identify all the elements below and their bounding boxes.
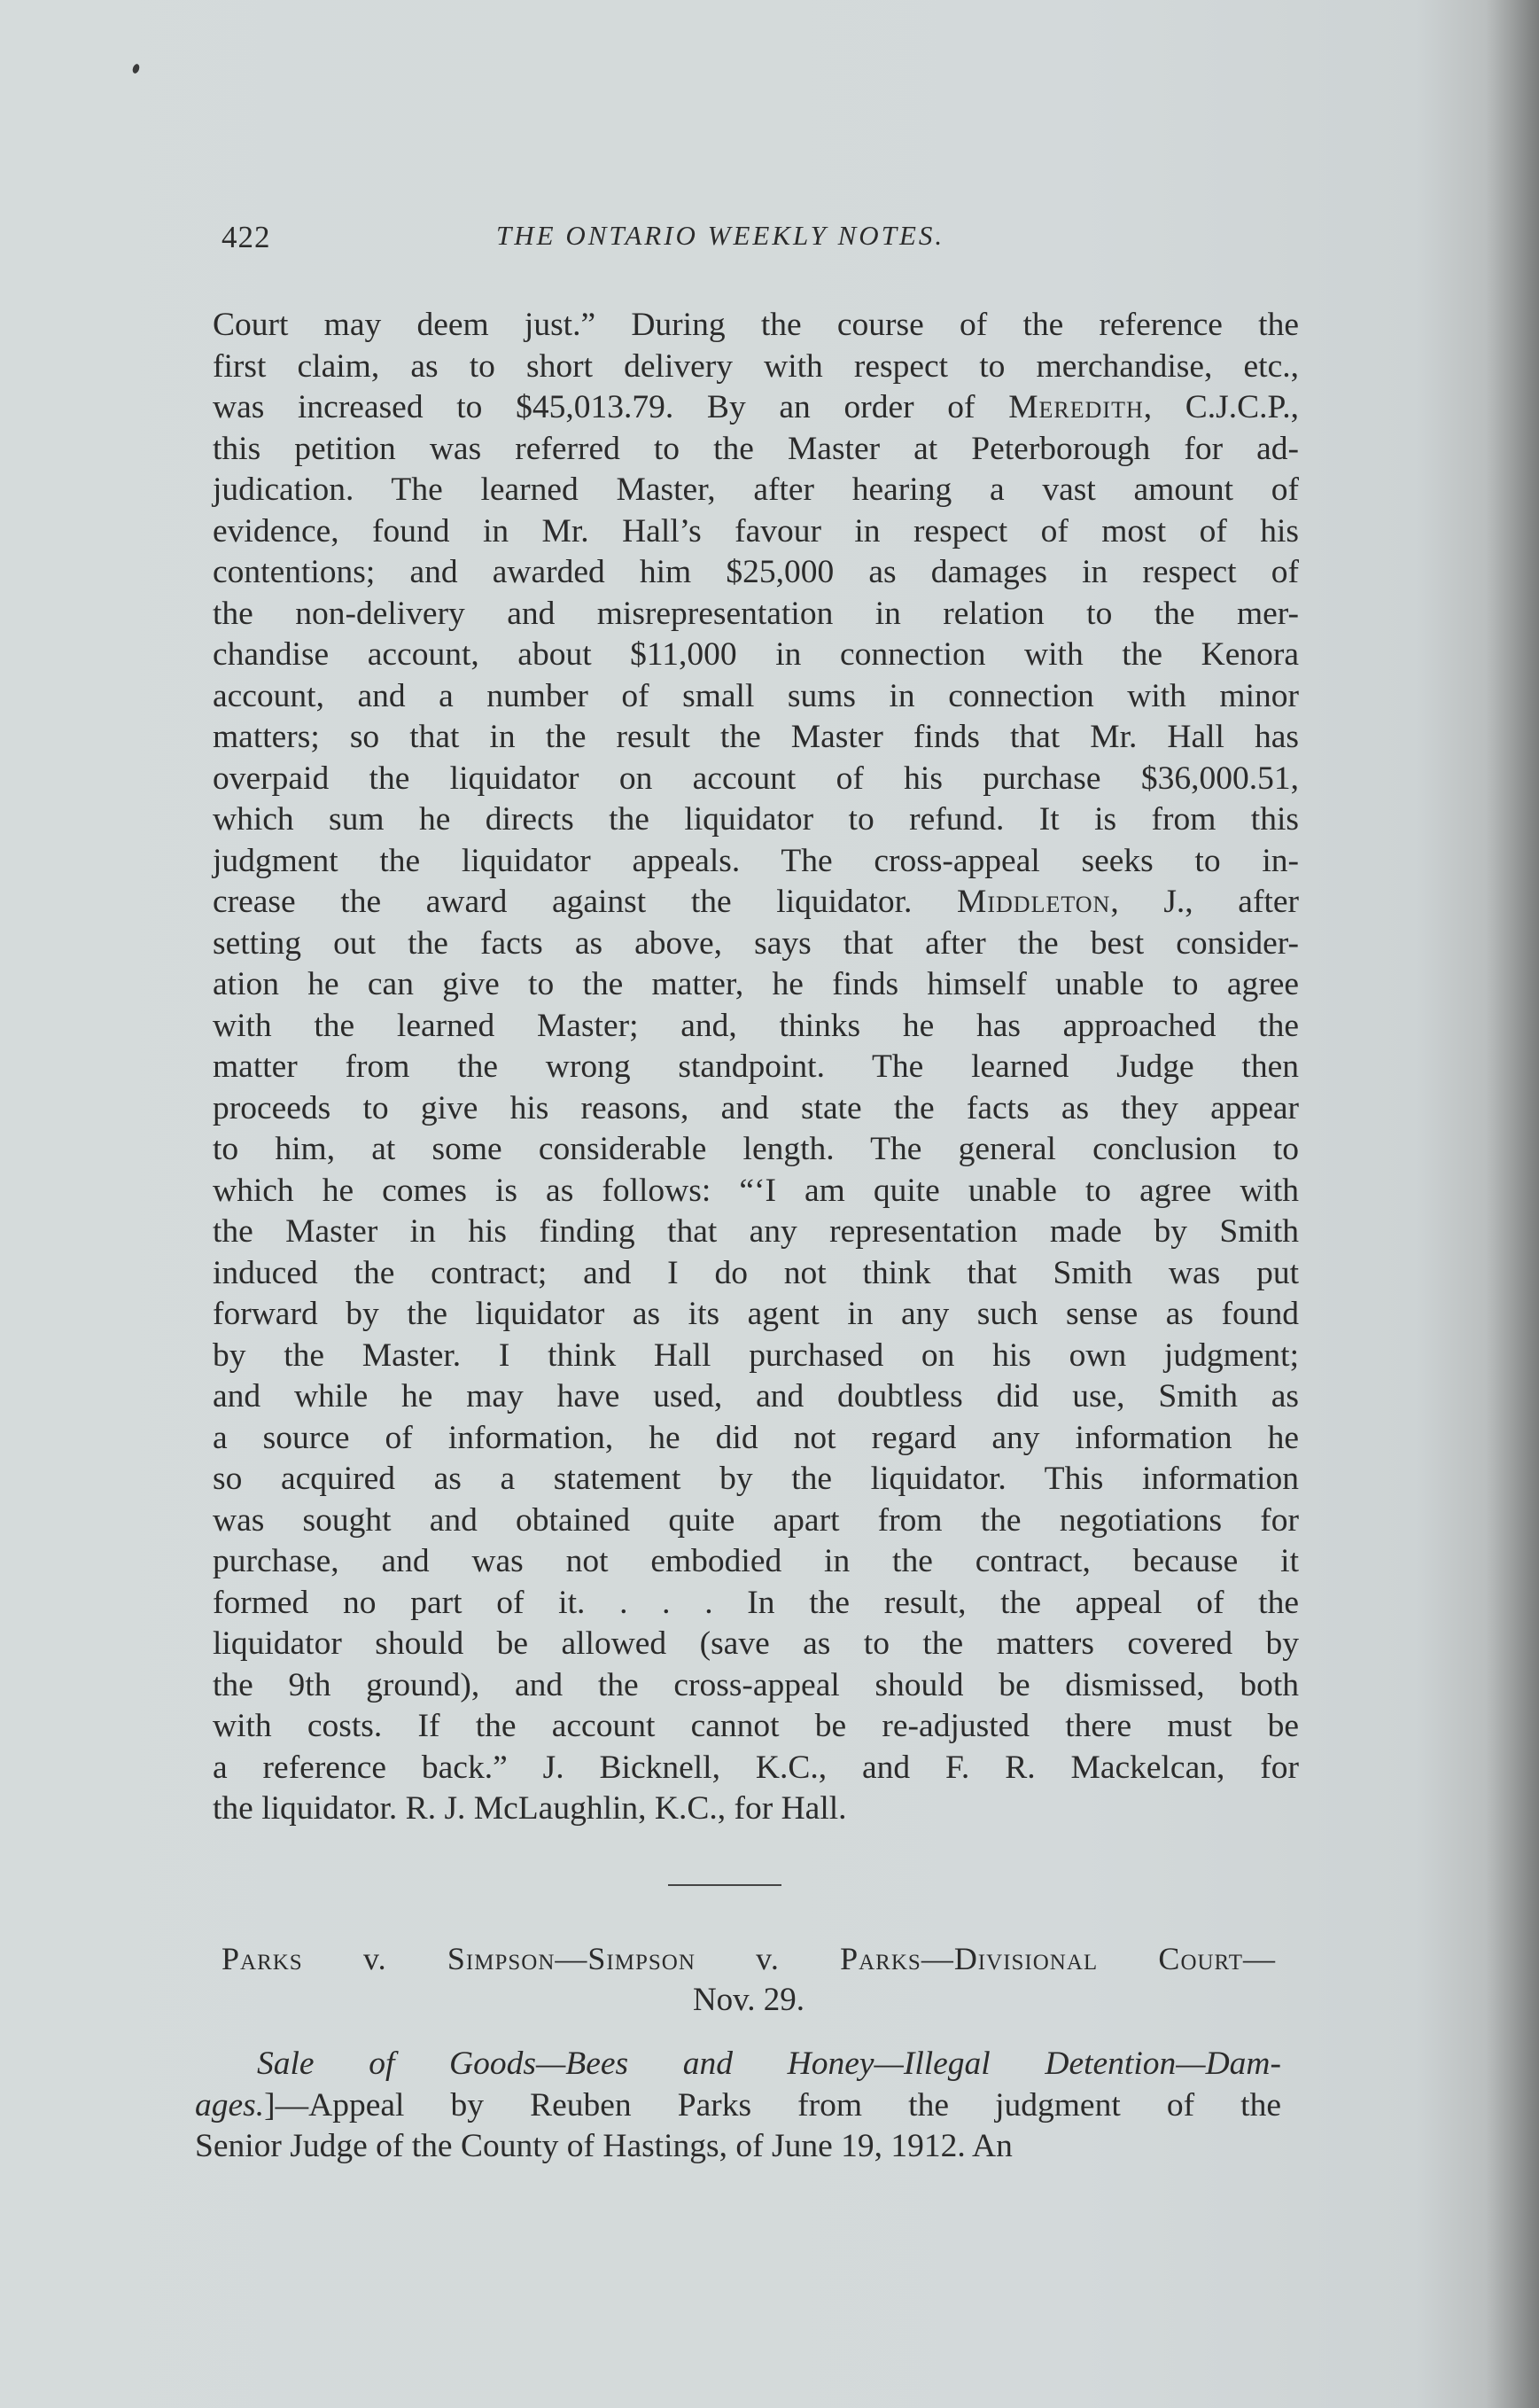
text-line [213,1665,1299,1707]
text-line [213,1336,1299,1377]
italic-run: Sale of Goods—Bees and Honey—Illegal Detention—Dam- [257,2046,1281,2082]
text-run: matters; so that in the result the Master finds that Mr. Hall has [213,719,1299,755]
text-run: with costs. If the account cannot be re-adjusted there must be [213,1708,1299,1744]
text-run: to him, at some considerable length. The general conclusion to [213,1131,1299,1167]
text-run: setting out the facts as above, says that after the best consider- [213,924,1299,962]
text-run: overpaid the liquidator on account of his purchase $36,000.51, [213,760,1299,797]
text-line [213,1047,1299,1088]
text-run: , C.J.C.P., [1143,389,1299,425]
text-line [213,799,1299,841]
text-run: v. [302,1941,447,1976]
text-run: matter from the wrong standpoint. The learned Judge then [213,1048,1299,1085]
text-run: judgment the liquidator appeals. The cross-appeal seeks to in- [213,842,1299,879]
text-run: ation he can give to the matter, he finds himself unable to agree [213,966,1299,1002]
text-line [213,1171,1299,1212]
text-line [213,1212,1299,1253]
text-line [213,594,1299,635]
text-line [213,882,1299,923]
text-line [213,1500,1299,1542]
text-line [213,964,1299,1006]
text-run: ]—Appeal by Reuben Parks from the judgment of the [264,2086,1281,2124]
case-heading [222,1938,1276,1979]
small-caps-name: Divisional Court [953,1941,1243,1976]
text-run: which sum he directs the liquidator to refund. It is from this [213,801,1299,838]
text-run: — [555,1941,588,1976]
text-line [213,676,1299,718]
text-run: a reference back.” J. Bicknell, K.C., and F. R. Mackelcan, for [213,1749,1299,1786]
text-line [213,429,1299,471]
text-line [213,1788,1299,1830]
text-line [213,841,1299,883]
page-header [222,220,1285,264]
small-caps-name: Parks [840,1941,921,1976]
text-line [213,1376,1299,1418]
text-run: forward by the liquidator as its agent in any such sense as found [213,1296,1299,1332]
text-run: , J., after [1110,884,1299,920]
text-run: this petition was referred to the Master at Peterborough for ad- [213,430,1299,467]
page-edge-shadow [1486,0,1539,2408]
section-divider [668,1884,781,1886]
text-line [213,1088,1299,1130]
text-line [195,2085,1281,2127]
text-line [213,1624,1299,1665]
italic-run: ages. [195,2086,265,2124]
text-run: Court may deem just.” During the course of the reference the [213,307,1299,343]
text-run: account, and a number of small sums in connection with minor [213,677,1299,714]
text-line [213,305,1299,347]
text-line [213,1748,1299,1789]
text-run: the liquidator. R. J. McLaughlin, K.C., for Hall. [213,1790,847,1827]
text-run: formed no part of it. . . . In the result, the appeal of the [213,1584,1299,1621]
small-caps-name: Simpson [587,1941,696,1976]
text-line [195,2044,1281,2085]
text-run: — [1243,1941,1276,1976]
text-run: evidence, found in Mr. Hall’s favour in respect of most of his [213,512,1299,549]
text-line [195,2126,1281,2168]
text-run: — [921,1941,954,1976]
text-run: contentions; and awarded him $25,000 as damages in respect of [213,554,1299,590]
text-run: chandise account, about $11,000 in connection with the Kenora [213,636,1299,673]
text-line [213,1129,1299,1171]
text-line [213,387,1299,429]
text-run: the 9th ground), and the cross-appeal should be dismissed, both [213,1666,1299,1703]
text-run: purchase, and was not embodied in the contract, because it [213,1543,1299,1579]
small-caps-name: Meredith [1008,389,1144,425]
text-run: induced the contract; and I do not think that Smith was put [213,1254,1299,1291]
text-run: the Master in his finding that any representation made by Smith [213,1213,1299,1250]
text-line [213,1706,1299,1748]
case-date: Nov. 29. [692,1982,805,2018]
text-run: by the Master. I think Hall purchased on his own judgment; [213,1336,1299,1374]
text-line [213,635,1299,676]
text-line [213,1459,1299,1500]
text-run: proceeds to give his reasons, and state the facts as they appear [213,1089,1299,1126]
text-line [213,552,1299,594]
text-run: v. [695,1941,841,1976]
text-line [213,1541,1299,1583]
text-run: so acquired as a statement by the liquidator. This information [213,1461,1299,1497]
text-run: the non-delivery and misrepresentation in relation to the mer- [213,595,1299,632]
text-run: was sought and obtained quite apart from the negotiations for [213,1501,1299,1539]
small-caps-name: Simpson [447,1941,556,1976]
ink-speck [131,63,140,74]
text-line [213,347,1299,388]
text-line [213,1253,1299,1295]
text-run: liquidator should be allowed (save as to the matters covered by [213,1625,1299,1662]
small-caps-name: Middleton [957,884,1111,920]
text-line [213,1418,1299,1460]
text-line [213,717,1299,759]
text-run: crease the award against the liquidator. [213,884,958,920]
text-line [213,923,1299,965]
text-run: and while he may have used, and doubtless did use, Smith as [213,1378,1299,1414]
case-paragraph [195,2044,1281,2168]
text-run: first claim, as to short delivery with respect to merchandise, etc., [213,347,1299,385]
text-run: which he comes is as follows: “‘I am quite unable to agree with [213,1172,1299,1209]
text-line [213,759,1299,800]
text-line [213,511,1299,553]
case-title [222,1938,1276,1979]
text-run: with the learned Master; and, thinks he has approached the [213,1007,1299,1044]
running-title: THE ONTARIO WEEKLY NOTES. [496,220,945,251]
page-number: 422 [222,220,271,254]
text-line [213,470,1299,511]
text-run: a source of information, he did not regard any information he [213,1419,1299,1456]
text-run: judication. The learned Master, after hearing a vast amount of [213,471,1299,508]
text-line [213,1294,1299,1336]
small-caps-name: Parks [222,1941,303,1976]
text-line [213,1583,1299,1625]
text-line [213,1006,1299,1048]
body-paragraph [213,305,1299,1830]
text-run: was increased to $45,013.79. By an order of [213,389,1009,425]
text-run: Senior Judge of the County of Hastings, of June 19, 1912. An [195,2128,1013,2164]
